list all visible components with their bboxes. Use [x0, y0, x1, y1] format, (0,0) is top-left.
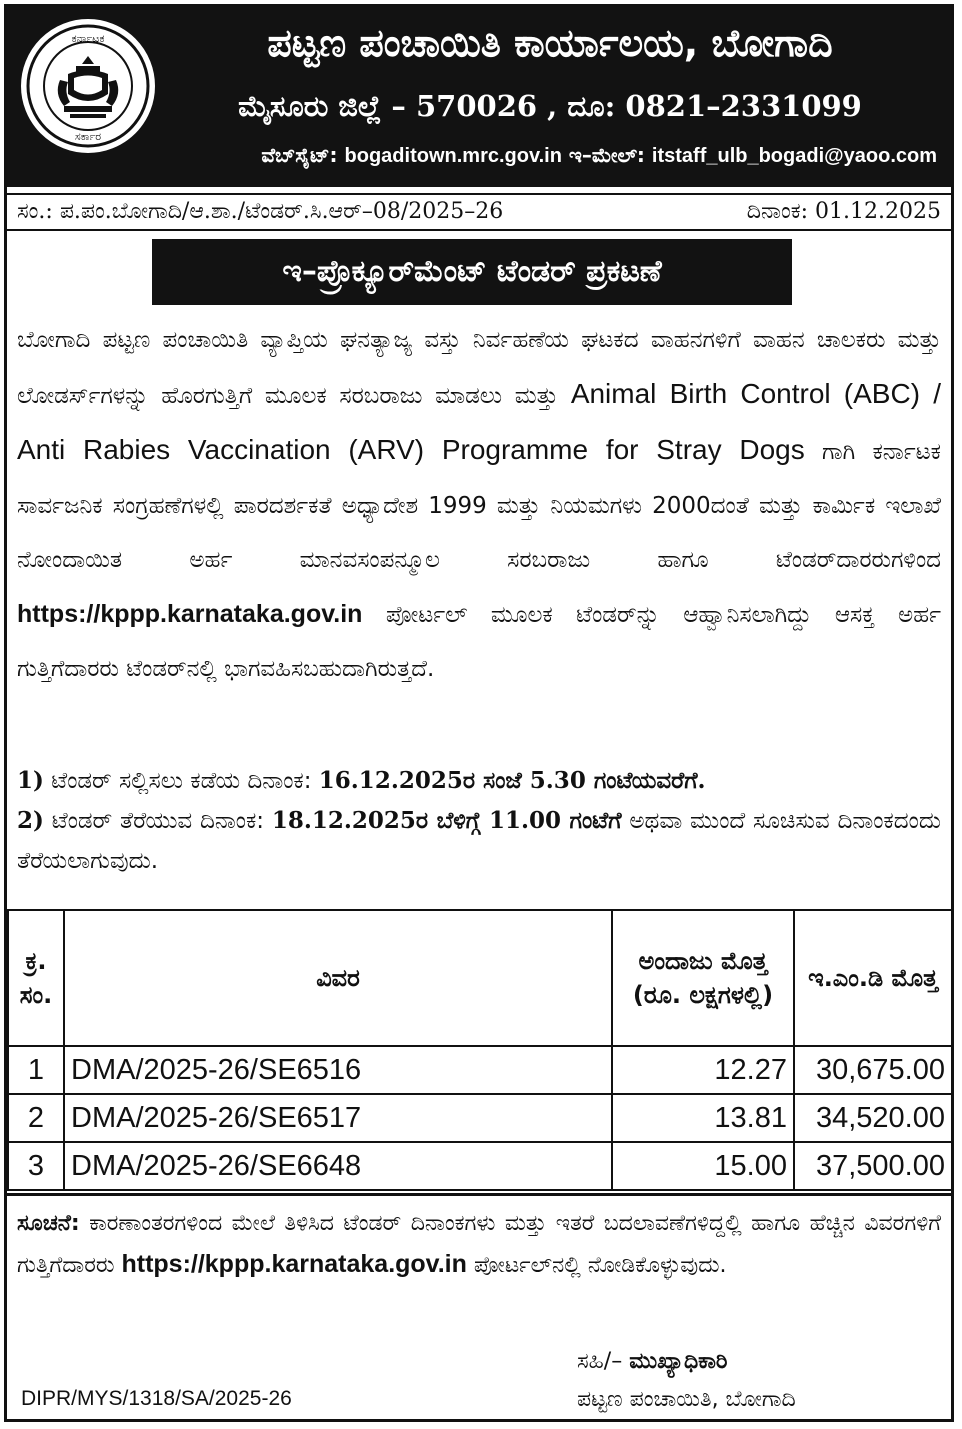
signature-designation: ಮುಖ್ಯಾಧಿಕಾರಿ — [629, 1349, 728, 1374]
district-phone-line: ಮೈಸೂರು ಜಿಲ್ಲೆ – 570026 , ದೂ: 0821–2331099 — [238, 89, 862, 123]
body-part-2: ಗಾಗಿ ಕರ್ನಾಟಕ ಸಾರ್ವಜನಿಕ ಸಂಗ್ರಹಣೆಗಳಲ್ಲಿ ಪಾರದರ್ಶಕತೆ ಅಧ್ಯಾದೇಶ 1999 ಮತ್ತು ನಿಯಮಗಳು 2000ದಂತೆ ಮತ್ತು ಕಾರ್ಮಿಕ ಇಲಾಖೆ ನೋಂದಾಯಿತ ಅರ್ಹ ಮಾನವಸಂಪನ್ಮೂಲ ಸರಬರಾಜು ಹಾಗೂ ಟೆಂಡರ್‌ದಾರರುಗಳಿಂದ — [17, 439, 941, 573]
table-row — [8, 1094, 952, 1142]
website-link[interactable]: bogaditown.mrc.gov.in — [344, 145, 562, 167]
col-emd-header: ಇ.ಎಂ.ಡಿ ಮೊತ್ತ — [794, 910, 952, 1046]
notice-frame — [4, 4, 954, 1422]
row-amount: 13.81 — [612, 1094, 794, 1142]
notice-banner: ಇ–ಪ್ರೊಕ್ಯೂರ್‌ಮೆಂಟ್ ಟೆಂಡರ್ ಪ್ರಕಟಣೆ — [152, 239, 792, 305]
government-seal-icon — [21, 19, 155, 153]
row-sl: 3 — [8, 1142, 64, 1190]
seal-top-text: ಕರ್ನಾಟಕ — [71, 32, 105, 45]
row-details: DMA/2025-26/SE6648 — [64, 1142, 612, 1190]
tender-table — [7, 909, 953, 1191]
col-details-header: ವಿವರ — [64, 910, 612, 1046]
seal-bottom-text: ಸರ್ಕಾರ — [74, 130, 102, 143]
row-sl: 2 — [8, 1094, 64, 1142]
reference-row — [7, 193, 951, 231]
row-sl: 1 — [8, 1046, 64, 1094]
col-amount-header: ಅಂದಾಜು ಮೊತ್ತ (ರೂ. ಲಕ್ಷಗಳಲ್ಲಿ) — [612, 910, 794, 1046]
signature-office: ಪಟ್ಟಣ ಪಂಚಾಯಿತಿ, ಬೋಗಾದಿ — [577, 1387, 796, 1412]
body-part-1: ಬೋಗಾದಿ ಪಟ್ಟಣ ಪಂಚಾಯಿತಿ ವ್ಯಾಪ್ತಿಯ ಘನತ್ಯಾಜ್ಯ ವಸ್ತು ನಿರ್ವಹಣೆಯ ಘಟಕದ ವಾಹನಗಳಿಗೆ ವಾಹನ ಚಾಲಕರು ಮತ್ತು ಲೋಡರ್ಸ್‌ಗಳನ್ನು ಹೊರಗುತ್ತಿಗೆ ಮೂಲಕ ಸರಬರಾಜು ಮಾಡಲು ಮತ್ತು — [17, 327, 941, 409]
point-1-date: 16.12.2025ರ ಸಂಜೆ 5.30 ಗಂಟೆಯವರೆಗೆ. — [318, 767, 706, 794]
tender-dates — [17, 761, 941, 881]
signature-block — [577, 1343, 937, 1419]
point-submission — [17, 761, 941, 801]
point-2-text-rest: ಅಥವಾ ಮುಂದೆ ಸೂಚಿಸುವ ದಿನಾಂಕದಂದು ತೆರೆಯಲಾಗುವುದು. — [17, 808, 941, 874]
body-english-programme: Animal Birth Control (ABC) / Anti Rabies Vaccination (ARV) Programme for Stray Dogs — [17, 378, 941, 465]
row-emd: 34,520.00 — [794, 1094, 952, 1142]
col-sl-header: ಕ್ರ. ಸಂ. — [8, 910, 64, 1046]
row-emd: 30,675.00 — [794, 1046, 952, 1094]
dipr-code: DIPR/MYS/1318/SA/2025-26 — [21, 1387, 292, 1410]
header — [7, 7, 951, 187]
point-opening — [17, 801, 941, 881]
row-details: DMA/2025-26/SE6517 — [64, 1094, 612, 1142]
point-2-number: 2) — [17, 807, 44, 834]
note-label: ಸೂಚನೆ: — [17, 1211, 80, 1236]
point-2-date: 18.12.2025ರ ಬೆಳಿಗ್ಗೆ 11.00 ಗಂಟೆಗೆ — [271, 807, 622, 834]
office-title: ಪಟ್ಟಣ ಪಂಚಾಯಿತಿ ಕಾರ್ಯಾಲಯ, ಬೋಗಾದಿ — [267, 21, 833, 65]
website-label: ವೆಬ್‌ಸೈಟ್: — [261, 143, 338, 167]
body-portal-link[interactable]: https://kppp.karnataka.gov.in — [17, 600, 363, 628]
body-part-3: ಪೋರ್ಟಲ್ ಮೂಲಕ ಟೆಂಡರ್‌ನ್ನು ಆಹ್ವಾನಿಸಲಾಗಿದ್ದು ಆಸಕ್ತ ಅರ್ಹ ಗುತ್ತಿಗೆದಾರರು ಟೆಂಡರ್‌ನಲ್ಲಿ ಭಾಗವಹಿಸಬಹುದಾಗಿರುತ್ತದೆ. — [17, 602, 942, 682]
email-label: ಇ–ಮೇಲ್: — [568, 143, 645, 167]
row-amount: 12.27 — [612, 1046, 794, 1094]
reference-date: ದಿನಾಂಕ: 01.12.2025 — [746, 199, 941, 224]
note-portal-link[interactable]: https://kppp.karnataka.gov.in — [121, 1250, 467, 1278]
signature-sd: ಸಹಿ/– — [577, 1349, 623, 1374]
reference-number: ಸಂ.: ಪ.ಪಂ.ಬೋಗಾದಿ/ಆ.ಶಾ./ಟೆಂಡರ್.ಸಿ.ಆರ್–08/2025–26 — [17, 199, 504, 224]
note-section — [7, 1193, 951, 1286]
email-link[interactable]: itstaff_ulb_bogadi@yaoo.com — [651, 145, 937, 167]
row-emd: 37,500.00 — [794, 1142, 952, 1190]
table-header-row — [8, 910, 952, 1046]
table-row — [8, 1142, 952, 1190]
row-amount: 15.00 — [612, 1142, 794, 1190]
note-text-rest: ಪೋರ್ಟಲ್‌ನಲ್ಲಿ ನೋಡಿಕೊಳ್ಳುವುದು. — [473, 1253, 727, 1278]
table-row — [8, 1046, 952, 1094]
contact-line — [157, 143, 943, 168]
point-1-text: ಟೆಂಡರ್ ಸಲ್ಲಿಸಲು ಕಡೆಯ ದಿನಾಂಕ: — [51, 768, 312, 794]
signature-line — [577, 1343, 937, 1381]
note-text: ಕಾರಣಾಂತರಗಳಿಂದ ಮೇಲೆ ತಿಳಿಸಿದ ಟೆಂಡರ್ ದಿನಾಂಕಗಳು ಮತ್ತು ಇತರೆ ಬದಲಾವಣೆಗಳಿದ್ದಲ್ಲಿ ಹಾಗೂ ಹೆಚ್ಚಿನ ವಿವರಗಳಿಗೆ ಗುತ್ತಿಗೆದಾರರು — [17, 1211, 941, 1278]
notice-body — [17, 313, 941, 696]
point-1-number: 1) — [17, 767, 44, 794]
point-2-text: ಟೆಂಡರ್ ತೆರೆಯುವ ದಿನಾಂಕ: — [51, 808, 265, 834]
row-details: DMA/2025-26/SE6516 — [64, 1046, 612, 1094]
